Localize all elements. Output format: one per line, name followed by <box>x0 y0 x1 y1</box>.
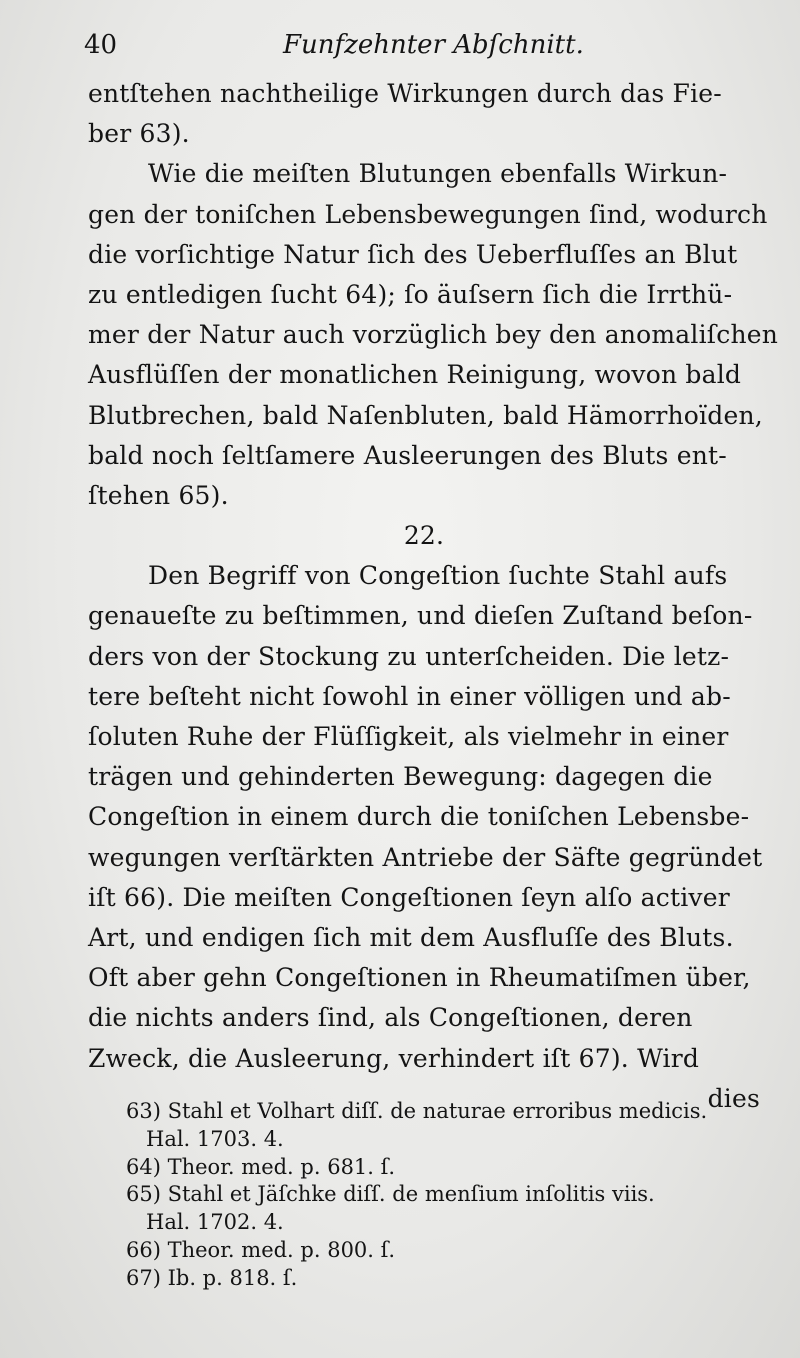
text-line: trägen und gehinderten Bewegung: dagegen die <box>88 762 713 792</box>
text-line: Oft aber gehn Congeſtionen in Rheumatiſmen über, <box>88 963 751 993</box>
text-line: Art, und endigen ſich mit dem Ausfluſſe des Bluts. <box>88 922 734 952</box>
text-line: die nichts anders ſind, als Congeſtionen, deren <box>88 1003 693 1033</box>
text-line: gen der toniſchen Lebensbewegungen ſind, wodurch <box>88 199 768 229</box>
text-line: Den Begriff von Congeſtion ſuchte Stahl aufs <box>148 561 728 591</box>
footnote-63-cont: Hal. 1703. 4. <box>146 1126 284 1151</box>
text-line: iſt 66). Die meiſten Congeſtionen ſeyn alſo activer <box>88 882 730 912</box>
footnote-66: 66) Theor. med. p. 800. ſ. <box>126 1237 396 1262</box>
text-line: die vorſichtige Natur ſich des Ueberfluſſes an Blut <box>88 239 738 269</box>
text-line: wegungen verſtärkten Antriebe der Säfte gegründet <box>88 842 763 872</box>
text-line: Zweck, die Ausleerung, verhindert iſt 67). Wird <box>88 1043 700 1073</box>
text-line: ſoluten Ruhe der Flüſſigkeit, als vielmehr in einer <box>88 722 729 751</box>
footnote-63: 63) Stahl et Volhart diſſ. de naturae erroribus medicis. <box>126 1099 708 1123</box>
footnote-67: 67) Ib. p. 818. ſ. <box>126 1265 298 1290</box>
text-line: Blutbrechen, bald Naſenbluten, bald Hämorrhoïden, <box>88 400 763 430</box>
section-number: 22. <box>403 521 445 551</box>
body-text <box>88 74 779 1119</box>
text-line: bald noch ſeltſamere Ausleerungen des Bluts ent- <box>88 440 727 470</box>
text-line: zu entledigen ſucht 64); ſo äuſsern ſich die Irrthü- <box>88 279 733 309</box>
catchword: dies <box>707 1083 760 1113</box>
text-line: Wie die meiſten Blutungen ebenfalls Wirkun- <box>148 159 728 189</box>
footnote-65-cont: Hal. 1702. 4. <box>146 1210 284 1235</box>
text-line: tere beſteht nicht ſowohl in einer völligen und ab- <box>88 681 731 711</box>
running-header: Funfzehnter Abſchnitt. <box>283 30 584 60</box>
text-line: ders von der Stockung zu unterſcheiden. Die letz- <box>88 641 730 671</box>
footnote-64: 64) Theor. med. p. 681. ſ. <box>126 1154 396 1179</box>
footnote-65: 65) Stahl et Jäſchke diſſ. de menſium inſolitis viis. <box>126 1182 655 1207</box>
footnotes <box>126 1098 766 1293</box>
text-line: Congeſtion in einem durch die toniſchen Lebensbe- <box>88 802 750 832</box>
text-line: entſtehen nachtheilige Wirkungen durch das Fie- <box>88 79 722 108</box>
page-number: 40 <box>84 30 118 60</box>
text-line: Ausflüſſen der monatlichen Reinigung, wovon bald <box>88 360 742 390</box>
text-line: ber 63). <box>88 119 190 149</box>
text-line: genaueſte zu beſtimmen, und dieſen Zuſtand beſon- <box>88 601 753 631</box>
text-line: ſtehen 65). <box>88 480 229 510</box>
text-line: mer der Natur auch vorzüglich bey den anomaliſchen <box>88 320 779 350</box>
